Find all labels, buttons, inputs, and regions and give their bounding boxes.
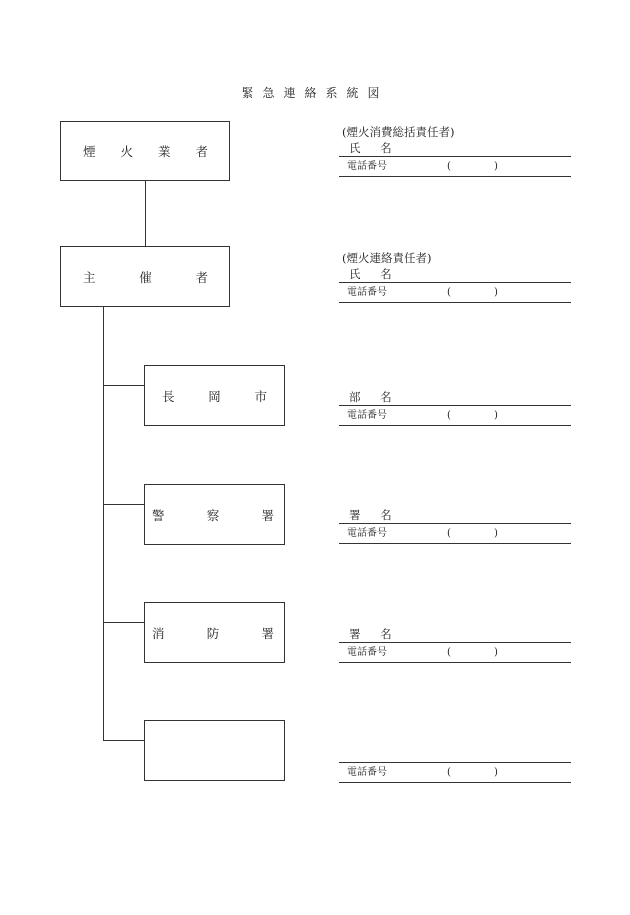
box-char: 催 xyxy=(139,269,152,285)
paren-open: ( xyxy=(447,410,451,421)
page-title: 緊急連絡系統図 xyxy=(241,86,389,100)
box-char: 消 xyxy=(152,625,165,641)
info-fire-station xyxy=(339,626,571,663)
box-char: 煙 xyxy=(83,144,96,159)
box-char: 防 xyxy=(206,625,220,641)
phone-label: 電話番号 xyxy=(347,161,387,172)
name-label: 署 名 xyxy=(349,508,400,522)
phone-label: 電話番号 xyxy=(347,528,387,539)
connector-city xyxy=(103,385,144,386)
name-row xyxy=(339,389,571,406)
info-city xyxy=(339,389,571,426)
box-char: 署 xyxy=(261,507,274,523)
phone-row xyxy=(339,643,571,663)
name-row xyxy=(339,507,571,524)
phone-row xyxy=(339,524,571,544)
paren-open: ( xyxy=(447,528,451,539)
connector-trunk xyxy=(103,307,104,741)
name-row xyxy=(339,140,571,157)
paren-close: ) xyxy=(494,528,498,539)
phone-row xyxy=(339,406,571,426)
paren-close: ) xyxy=(494,161,498,172)
box-blank xyxy=(144,720,285,781)
phone-label: 電話番号 xyxy=(347,647,387,658)
box-fireworks-operator xyxy=(60,121,230,181)
box-char: 主 xyxy=(83,269,96,285)
box-char: 署 xyxy=(261,625,274,641)
phone-row xyxy=(339,283,571,303)
box-char: 者 xyxy=(195,144,208,159)
paren-open: ( xyxy=(447,161,451,172)
role-label: (煙火連絡責任者) xyxy=(342,251,432,265)
info-organizer xyxy=(339,251,571,303)
box-char: 者 xyxy=(195,269,208,285)
name-label: 氏 名 xyxy=(349,267,400,281)
name-label: 氏 名 xyxy=(349,141,400,155)
box-police xyxy=(144,484,285,545)
paren-open: ( xyxy=(447,647,451,658)
phone-label: 電話番号 xyxy=(347,767,387,778)
paren-close: ) xyxy=(494,410,498,421)
name-label: 部 名 xyxy=(349,390,400,404)
role-label: (煙火消費総括責任者) xyxy=(342,125,455,139)
name-row xyxy=(339,626,571,643)
paren-open: ( xyxy=(447,287,451,298)
box-char: 業 xyxy=(157,144,171,159)
paren-close: ) xyxy=(494,287,498,298)
paren-close: ) xyxy=(494,647,498,658)
box-char: 岡 xyxy=(208,388,221,404)
box-city xyxy=(144,365,285,426)
box-char: 察 xyxy=(206,507,220,523)
connector-fireworks-organizer xyxy=(145,181,146,246)
box-char: 市 xyxy=(254,388,267,404)
info-blank xyxy=(339,762,571,783)
phone-label: 電話番号 xyxy=(347,287,387,298)
phone-row xyxy=(339,763,571,783)
name-row xyxy=(339,266,571,283)
connector-fire xyxy=(103,622,144,623)
phone-row xyxy=(339,157,571,177)
box-char: 警 xyxy=(152,507,165,523)
phone-label: 電話番号 xyxy=(347,410,387,421)
name-label: 署 名 xyxy=(349,627,400,641)
paren-open: ( xyxy=(447,767,451,778)
connector-police xyxy=(103,504,144,505)
info-police xyxy=(339,507,571,544)
connector-blank xyxy=(103,740,144,741)
paren-close: ) xyxy=(494,767,498,778)
box-organizer xyxy=(60,246,230,307)
box-char: 長 xyxy=(162,388,175,404)
box-fire-station xyxy=(144,602,285,663)
box-char: 火 xyxy=(120,144,133,159)
info-fireworks xyxy=(339,125,571,177)
